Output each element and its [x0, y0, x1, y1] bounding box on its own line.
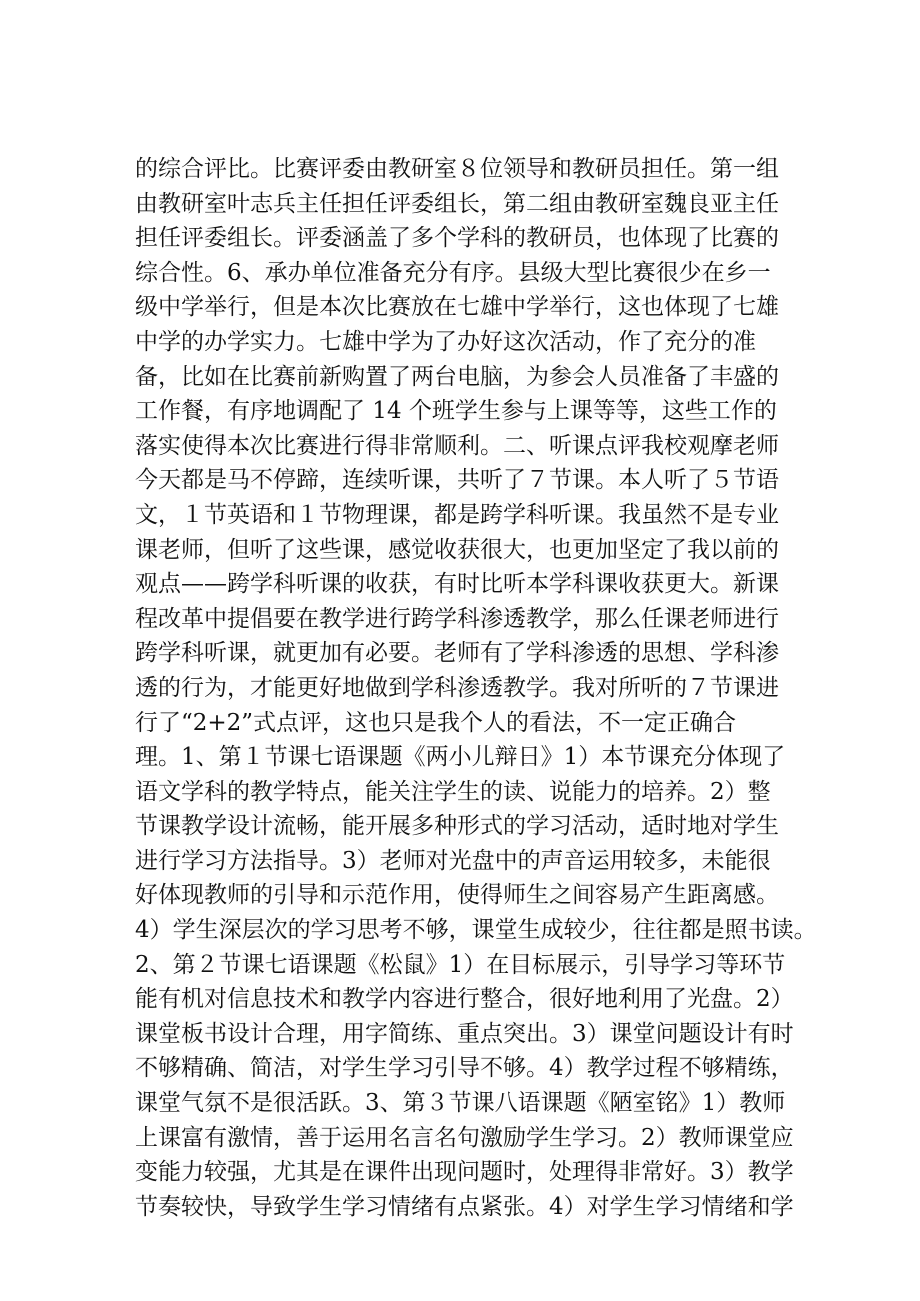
text-line-7: 备，比如在比赛前新购置了两台电脑，为参会人员准备了丰盛的 — [135, 363, 779, 390]
text-line-20: 节课教学设计流畅，能开展多种形式的学习活动，适时地对学生 — [135, 813, 779, 840]
text-line-16: 透的行为，才能更好地做到学科渗透教学。我对所听的７节课进 — [135, 674, 779, 701]
text-line-24: 2、第２节课七语课题《松鼠》1）在目标展示，引导学习等环节 — [135, 951, 786, 978]
text-line-1: 的综合评比。比赛评委由教研室８位领导和教研员担任。第一组 — [135, 156, 779, 182]
text-line-3: 担任评委组长。评委涵盖了多个学科的教研员，也体现了比赛的 — [135, 225, 779, 252]
text-line-26: 课堂板书设计合理，用字简练、重点突出。3）课堂问题设计有时 — [135, 1020, 794, 1047]
text-line-4: 综合性。6、承办单位准备充分有序。县级大型比赛很少在乡一 — [135, 259, 771, 286]
text-line-11: 文，１节英语和１节物理课，都是跨学科听课。我虽然不是专业 — [135, 501, 779, 528]
text-line-22: 好体现教师的引导和示范作用，使得师生之间容易产生距离感。 — [135, 882, 779, 909]
body-text — [135, 152, 817, 1224]
text-line-10: 今天都是马不停蹄，连续听课，共听了７节课。本人听了５节语 — [135, 467, 779, 494]
text-line-19: 语文学科的教学特点，能关注学生的读、说能力的培养。2）整 — [135, 778, 771, 805]
text-line-23: 4）学生深层次的学习思考不够，课堂生成较少，往往都是照书读。 — [135, 917, 817, 944]
text-line-25: 能有机对信息技术和教学内容进行整合，很好地利用了光盘。2） — [135, 986, 794, 1013]
text-line-5: 级中学举行，但是本次比赛放在七雄中学举行，这也体现了七雄 — [135, 294, 779, 321]
text-line-27: 不够精确、简洁，对学生学习引导不够。4）教学过程不够精练， — [135, 1055, 794, 1082]
text-line-30: 变能力较强，尤其是在课件出现问题时，处理得非常好。3）教学 — [135, 1159, 794, 1186]
text-line-17: 行了“2+2”式点评，这也只是我个人的看法，不一定正确合 — [135, 709, 737, 736]
text-line-28: 课堂气氛不是很活跃。3、第３节课八语课题《陋室铭》1）教师 — [135, 1090, 786, 1117]
text-line-8: 工作餐，有序地调配了 14 个班学生参与上课等等，这些工作的 — [135, 398, 777, 425]
text-line-6: 中学的办学实力。七雄中学为了办好这次活动，作了充分的准 — [135, 328, 756, 355]
text-line-12: 课老师，但听了这些课，感觉收获很大，也更加坚定了我以前的 — [135, 536, 779, 563]
text-line-14: 程改革中提倡要在教学进行跨学科渗透教学，那么任课老师进行 — [135, 605, 779, 632]
text-line-15: 跨学科听课，就更加有必要。老师有了学科渗透的思想、学科渗 — [135, 640, 779, 667]
text-line-21: 进行学习方法指导。3）老师对光盘中的声音运用较多，未能很 — [135, 847, 771, 874]
text-line-18: 理。1、第１节课七语课题《两小儿辩日》1）本节课充分体现了 — [135, 744, 786, 771]
text-line-31: 节奏较快，导致学生学习情绪有点紧张。4）对学生学习情绪和学 — [135, 1193, 794, 1220]
text-line-2: 由教研室叶志兵主任担任评委组长，第二组由教研室魏良亚主任 — [135, 190, 779, 217]
text-line-9: 落实使得本次比赛进行得非常顺利。二、听课点评我校观摩老师 — [135, 432, 779, 459]
text-line-13: 观点——跨学科听课的收获，有时比听本学科课收获更大。新课 — [135, 571, 779, 598]
text-line-29: 上课富有激情，善于运用名言名句激励学生学习。2）教师课堂应 — [135, 1124, 794, 1151]
